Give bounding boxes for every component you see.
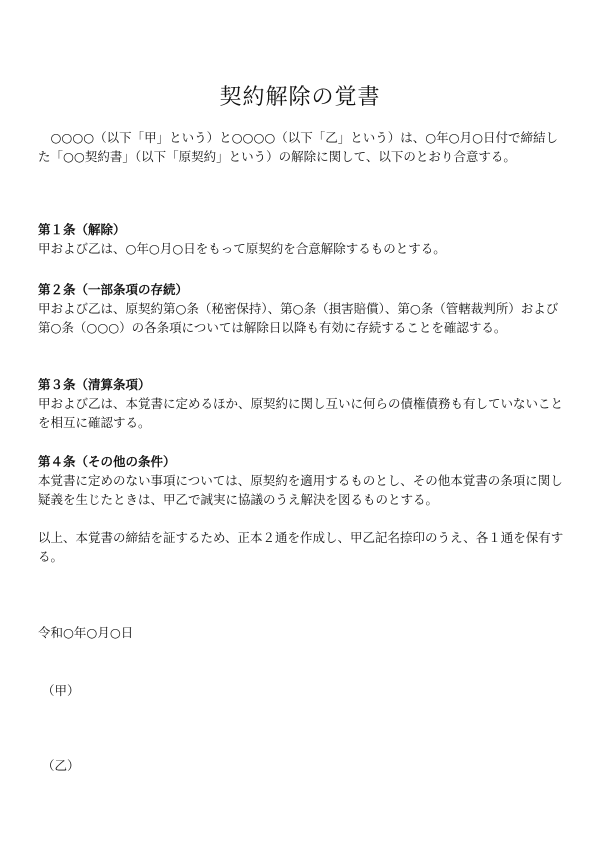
clause-body: 甲および乙は、本覚書に定めるほか、原契約に関し互いに何らの債権債務も有していないことを相互に確認する。 xyxy=(38,396,564,430)
clause-1 xyxy=(38,220,566,258)
clause-heading: 第１条（解除） xyxy=(38,222,126,237)
signing-date: 令和○年○月○日 xyxy=(38,625,134,640)
clause-body: 本覚書に定めのない事項については、原契約を適用するものとし、その他本覚書の条項に関し疑義を生じたときは、甲乙で誠実に協議のうえ解決を図るものとする。 xyxy=(38,473,563,507)
clause-heading: 第４条（その他の条件） xyxy=(38,454,176,469)
clause-2 xyxy=(38,280,566,337)
clause-heading: 第３条（清算条項） xyxy=(38,377,151,392)
clause-body: 甲および乙は、原契約第○条（秘密保持）、第○条（損害賠償）、第○条（管轄裁判所）および第○条（○○○）の各条項については解除日以降も有効に存続することを確認する。 xyxy=(38,301,559,335)
clause-heading: 第２条（一部条項の存続） xyxy=(38,282,189,297)
party-a-label: （甲） xyxy=(42,683,80,698)
document-title: 契約解除の覚書 xyxy=(219,85,381,110)
clause-4 xyxy=(38,452,566,509)
clause-3 xyxy=(38,375,566,432)
clause-body: 甲および乙は、○年○月○日をもって原契約を合意解除するものとする。 xyxy=(38,241,446,256)
intro-paragraph: ○○○○（以下「甲」という）と○○○○（以下「乙」という）は、○年○月○日付で締結した「○○契約書」（以下「原契約」という）の解除に関して、以下のとおり合意する。 xyxy=(38,130,558,164)
closing-paragraph: 以上、本覚書の締結を証するため、正本２通を作成し、甲乙記名捺印のうえ、各１通を保有する。 xyxy=(38,530,564,564)
party-b-label: （乙） xyxy=(42,758,80,773)
